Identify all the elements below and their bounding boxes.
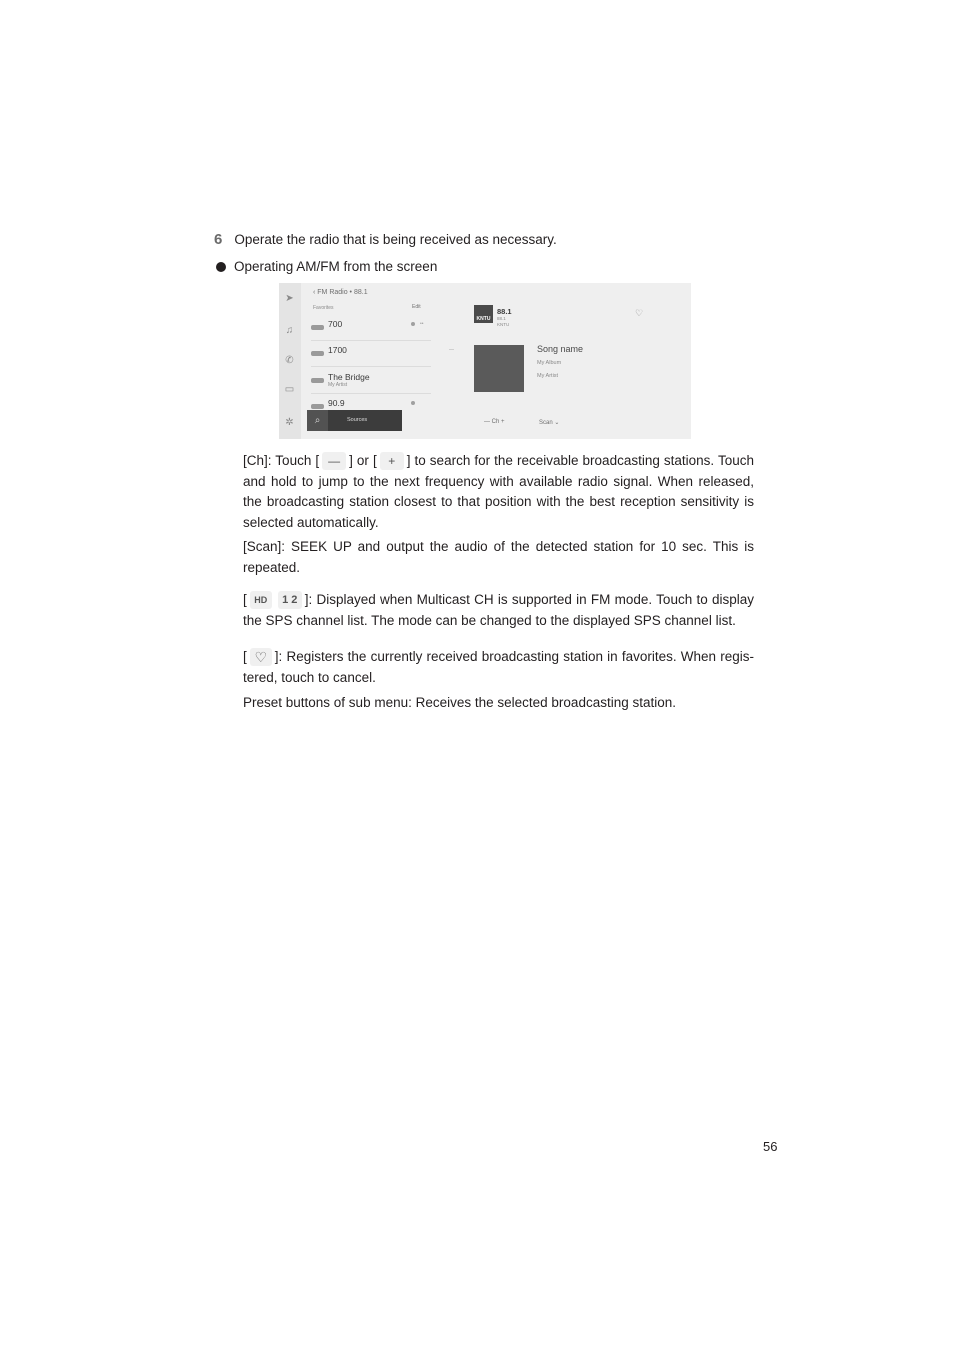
- favorite-text-1: [: [243, 649, 247, 664]
- step-number: 6: [214, 231, 223, 248]
- bullet-text: Operating AM/FM from the screen: [234, 259, 438, 274]
- station-info: 88.1: [497, 316, 506, 321]
- artist-name: My Artist: [537, 373, 559, 379]
- navigation-icon: ➤: [285, 293, 294, 304]
- gear-icon: ✲: [285, 417, 294, 428]
- ch-control: — Ch +: [484, 419, 505, 425]
- hd-radio-icon: HD: [250, 591, 272, 609]
- song-name: Song name: [537, 344, 584, 354]
- scan-control: Scan ⌄: [539, 420, 560, 426]
- hd-icon: [411, 322, 415, 326]
- step-6: [214, 231, 557, 248]
- heart-icon: ♡: [635, 308, 644, 318]
- multicast-text-2: ]: Displayed when Multicast CH is supported in FM mode. Touch to display the SPS channel list. The mode can be changed to the displayed SPS channel list.: [243, 592, 754, 628]
- sources-button: Sources: [347, 417, 368, 423]
- station-callsign: KNTU: [497, 322, 510, 327]
- search-icon: ⌕: [307, 410, 328, 431]
- station-logo-icon: [311, 325, 324, 330]
- music-icon: ♫: [285, 325, 294, 336]
- divider: [311, 393, 431, 394]
- page-number: 56: [763, 1139, 778, 1154]
- sources-bar: [307, 410, 402, 431]
- list-item: [311, 319, 431, 339]
- favorites-label: Favorites: [313, 305, 334, 311]
- side-rail: [279, 283, 301, 439]
- station-logo-icon: [311, 351, 324, 356]
- ch-text-2: ] or [: [349, 453, 377, 468]
- radio-screenshot: [279, 283, 691, 439]
- ch-text-1: [Ch]: Touch [: [243, 453, 320, 468]
- station-frequency: 88.1: [497, 307, 512, 316]
- list-item-title: 1700: [328, 345, 347, 355]
- scan-description: [Scan]: SEEK UP and output the audio of the detected station for 10 sec. This is repeated.: [243, 539, 754, 575]
- screen-header: ‹ FM Radio • 88.1: [313, 289, 368, 296]
- car-icon: ▭: [284, 384, 295, 395]
- divider: [311, 366, 431, 367]
- multicast-text-1: [: [243, 592, 247, 607]
- bullet-heading: [216, 259, 437, 274]
- album-art: [474, 345, 524, 392]
- hd-icon: [411, 401, 415, 405]
- album-name: My Album: [537, 360, 562, 366]
- minus-icon: —: [322, 452, 346, 470]
- more-icon: —: [449, 347, 454, 353]
- station-logo-icon: [311, 378, 324, 383]
- more-icon: ••: [420, 321, 424, 327]
- station-logo: KNTU: [474, 305, 493, 323]
- list-item: [311, 372, 431, 392]
- edit-button: Edit: [412, 304, 421, 310]
- multicast-description: [243, 590, 754, 631]
- channel-number-icon: 1 2: [278, 591, 302, 609]
- list-item-title: 90.9: [328, 398, 345, 408]
- bullet-dot-icon: [216, 262, 226, 272]
- favorite-text-2: ]: Registers the currently received broadcasting station in favorites. When regis-tered, touch to cancel.: [243, 649, 754, 685]
- list-item-title: 700: [328, 319, 343, 329]
- divider: [311, 340, 431, 341]
- plus-icon: +: [380, 452, 404, 470]
- preset-description: Preset buttons of sub menu: Receives the selected broadcasting station.: [243, 695, 677, 710]
- heart-icon: ♡: [250, 648, 272, 666]
- ch-description: [243, 451, 754, 533]
- list-item-title: The Bridge: [328, 372, 370, 382]
- phone-icon: ✆: [285, 355, 294, 366]
- ch-text-3: ] to search for the receivable broadcasting stations. Touch and hold to jump to the next frequency with available radio signal. When released, the broadcasting station closest to that position with the best reception sensitivity is selected automatically.: [243, 453, 754, 530]
- step-text: Operate the radio that is being received as necessary.: [234, 232, 557, 247]
- list-item-subtitle: My Artist: [328, 382, 348, 388]
- favorite-description: [243, 647, 754, 688]
- station-logo-icon: [311, 404, 324, 409]
- list-item: [311, 345, 454, 365]
